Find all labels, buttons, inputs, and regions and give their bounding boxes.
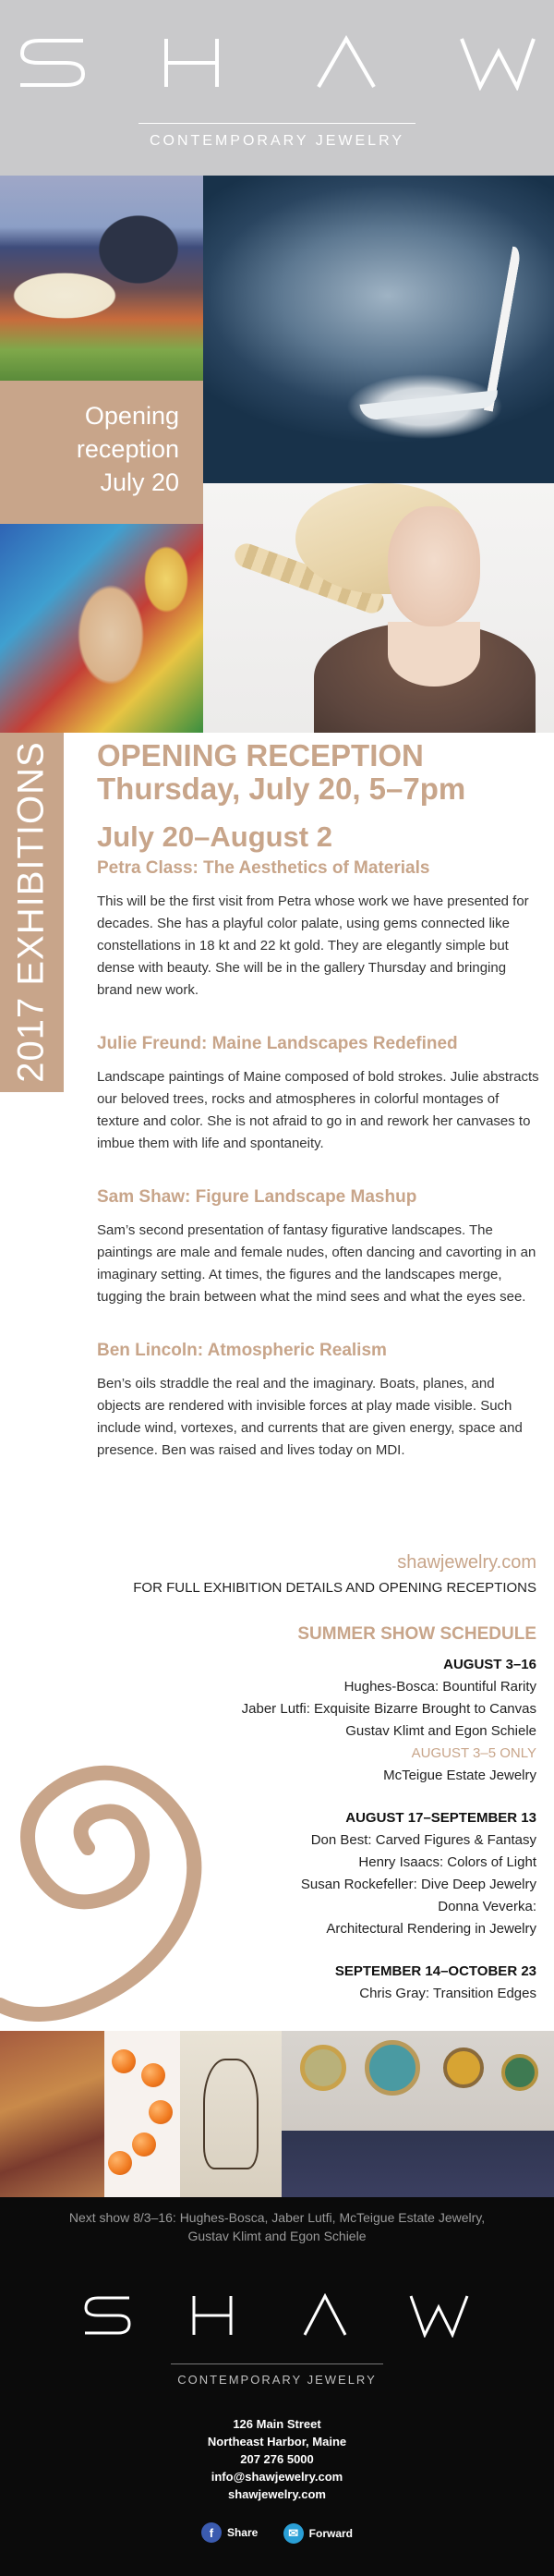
schedule-gap: [242, 1787, 536, 1807]
bead-shape: [141, 2063, 165, 2087]
header: [0, 0, 554, 176]
section-ben: [97, 1340, 540, 1462]
schedule-item: McTeigue Estate Jewelry: [383, 1768, 536, 1783]
share-button[interactable]: [201, 2522, 258, 2543]
details-text: FOR FULL EXHIBITION DETAILS AND OPENING RECEPTIONS: [133, 1580, 536, 1596]
schedule-note: AUGUST 3–5 ONLY: [411, 1745, 536, 1761]
schedule-item: Chris Gray: Transition Edges: [359, 1986, 536, 2001]
schedule-date: AUGUST 3–16: [443, 1657, 536, 1672]
section-title[interactable]: Petra Class: The Aesthetics of Materials: [97, 858, 430, 878]
bead-shape: [132, 2132, 156, 2157]
next-show-line-2: Gustav Klimt and Egon Schiele: [187, 2229, 367, 2243]
website-footer-link[interactable]: shawjewelry.com: [228, 2487, 326, 2501]
figure-sketch-shape: [203, 2059, 259, 2169]
schedule-item: Jaber Lutfi: Exquisite Bizarre Brought to Canvas: [241, 1701, 536, 1717]
schedule-date: AUGUST 17–SEPTEMBER 13: [345, 1810, 536, 1826]
opening-line-2: reception: [76, 435, 179, 463]
section-title[interactable]: Julie Freund: Maine Landscapes Redefined: [97, 1034, 458, 1053]
gem-shape: [300, 2045, 346, 2091]
hero-collage: [0, 176, 554, 733]
gallery-strip: [0, 2031, 554, 2197]
footer-divider: [171, 2363, 383, 2364]
schiele-drawing-image: [180, 2031, 282, 2197]
schedule-item: Hughes-Bosca: Bountiful Rarity: [343, 1679, 536, 1695]
section-sam: [97, 1186, 540, 1308]
footer-shaw-logo[interactable]: [83, 2293, 471, 2338]
opening-line-1: Opening: [84, 402, 179, 430]
klimt-painting-image: [0, 2031, 104, 2197]
schedule-item: Henry Isaacs: Colors of Light: [358, 1854, 536, 1870]
bead-shape: [149, 2100, 173, 2124]
sailboat-painting-artwork: [203, 176, 554, 483]
sail-shape: [420, 235, 522, 411]
website-link[interactable]: shawjewelry.com: [397, 1552, 536, 1573]
share-label: Share: [226, 2526, 259, 2539]
email-icon: ✉: [283, 2523, 304, 2544]
schedule-date: SEPTEMBER 14–OCTOBER 23: [334, 1963, 536, 1979]
section-body: Ben’s oils straddle the real and the imaginary. Boats, planes, and objects are rendered with invisible forces at play made visible. Such include wind, vortexes, and currents that are given energy, space and presence. Ben was raised and lives today on MDI.: [97, 1376, 523, 1458]
footer: [0, 2197, 554, 2576]
section-petra: [97, 857, 540, 1002]
section-title[interactable]: Ben Lincoln: Atmospheric Realism: [97, 1341, 387, 1360]
model-jewelry-photo: [203, 483, 554, 733]
schedule-list: [242, 1654, 536, 2005]
email-link[interactable]: info@shawjewelry.com: [211, 2470, 343, 2484]
opening-line-3: July 20: [100, 468, 179, 496]
section-body: Sam’s second presentation of fantasy figurative landscapes. The paintings are male and female nudes, often dancing and cavorting in an imaginary setting. At times, the figures and the landscapes merge, tugging the brain between what the mind sees and what the eyes see.: [97, 1222, 536, 1305]
reception-heading: [97, 739, 540, 806]
schedule-item: Architectural Rendering in Jewelry: [326, 1921, 536, 1937]
schedule-item: Susan Rockefeller: Dive Deep Jewelry: [300, 1877, 536, 1892]
schedule-item: Donna Veverka:: [438, 1899, 536, 1914]
exhibition-content: [97, 739, 540, 1462]
logo-text-hidden: SHAW: [18, 35, 21, 36]
opening-reception-text: [77, 399, 179, 499]
header-tagline: CONTEMPORARY JEWELRY: [149, 133, 405, 149]
gem-shape: [365, 2040, 420, 2096]
summer-schedule: [0, 1552, 554, 2033]
reception-line-1: OPENING RECEPTION: [97, 738, 424, 772]
reception-line-2: Thursday, July 20, 5–7pm: [97, 772, 466, 806]
exhibition-dates: July 20–August 2: [97, 820, 332, 853]
footer-logo-text-hidden: SHAW: [83, 2293, 86, 2294]
address-line-2: Northeast Harbor, Maine: [207, 2435, 347, 2448]
forward-label: Forward: [308, 2526, 354, 2540]
header-divider: [138, 123, 416, 124]
section-body: Landscape paintings of Maine composed of bold strokes. Julie abstracts our beloved trees, rocks and atmospheres in colorful montages of texture and color. She is not afraid to go in and rework her canvases to imbue them with life and spontaneity.: [97, 1069, 539, 1151]
schedule-gap: [242, 1940, 536, 1961]
schedule-item: Gustav Klimt and Egon Schiele: [345, 1723, 536, 1739]
face-shape: [388, 506, 480, 626]
footer-tagline: CONTEMPORARY JEWELRY: [177, 2373, 377, 2387]
phone-number[interactable]: 207 276 5000: [240, 2452, 314, 2466]
section-body: This will be the first visit from Petra whose work we have presented for decades. She has a playful color palate, using gems connected like constellations in 18 kt and 22 kt gold. They are elegantly simple but dense with beauty. She will be in the gallery Thursday and bringing brand new work.: [97, 893, 529, 998]
shaw-logo[interactable]: [18, 35, 536, 91]
opening-reception-box: [0, 381, 203, 524]
gem-shape: [443, 2047, 484, 2088]
neckline-shape: [388, 622, 480, 687]
bead-shape: [108, 2151, 132, 2175]
figurative-painting-artwork: [0, 524, 203, 733]
social-links: [0, 2522, 554, 2544]
next-show-line-1: Next show 8/3–16: Hughes-Bosca, Jaber Lutfi, McTeigue Estate Jewelry,: [68, 2210, 486, 2225]
gem-shape: [501, 2054, 538, 2091]
schedule-heading: SUMMER SHOW SCHEDULE: [297, 1624, 536, 1644]
forward-button[interactable]: [283, 2523, 353, 2544]
next-show-text: [0, 2208, 554, 2245]
bead-bracelet-image: [104, 2031, 180, 2197]
schedule-item: Don Best: Carved Figures & Fantasy: [310, 1832, 536, 1848]
abstract-landscape-artwork: [0, 176, 203, 381]
section-title[interactable]: Sam Shaw: Figure Landscape Mashup: [97, 1187, 417, 1207]
facebook-icon: f: [201, 2522, 222, 2543]
bead-shape: [112, 2049, 136, 2073]
jewelry-and-painting-image: [282, 2031, 554, 2197]
address-line-1: 126 Main Street: [233, 2417, 321, 2431]
exhibitions-label: 2017 EXHIBITIONS: [10, 741, 52, 1083]
section-julie: [97, 1033, 540, 1155]
contact-info: [0, 2415, 554, 2503]
exhibitions-side-band: [0, 733, 64, 1092]
